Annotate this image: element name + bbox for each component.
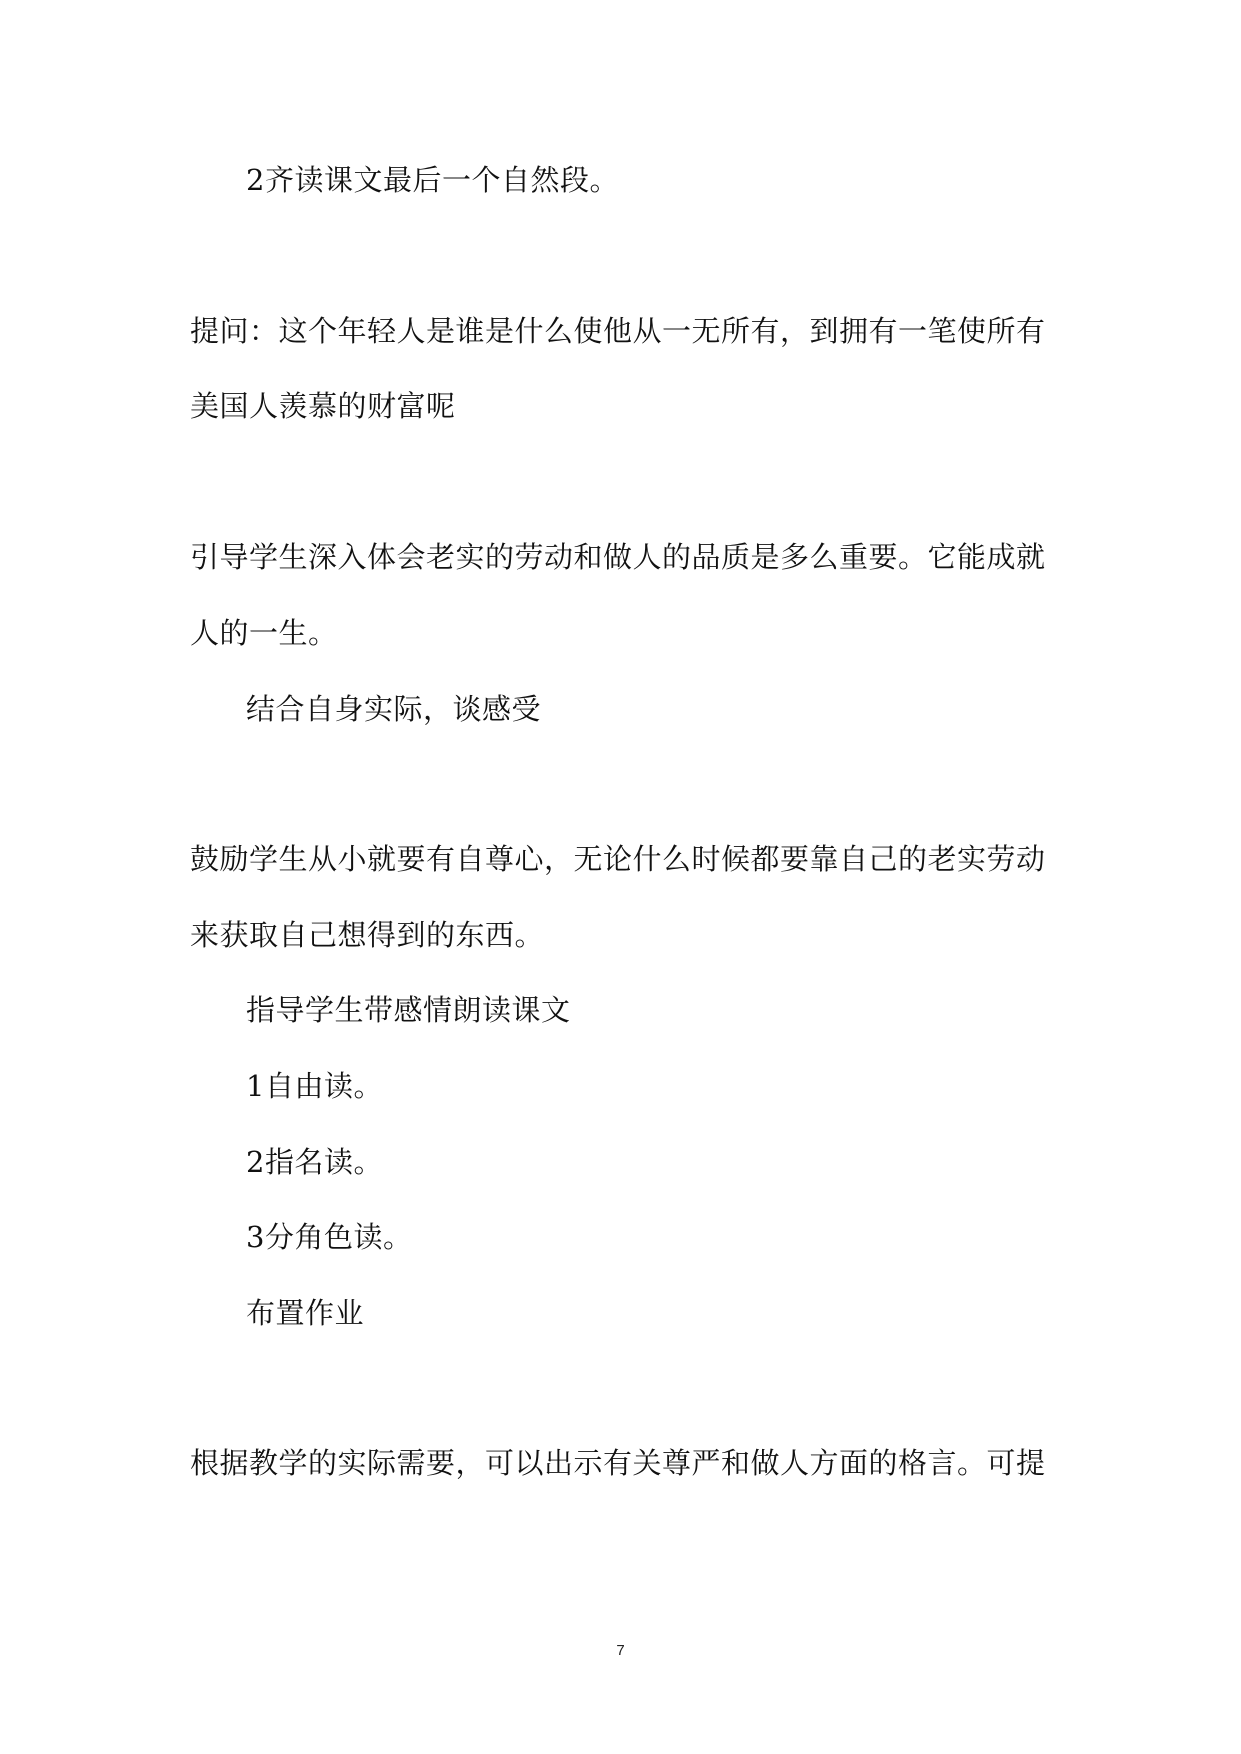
- paragraph-line: 美国人羡慕的财富呢: [190, 389, 456, 423]
- paragraph-line: 布置作业: [246, 1296, 365, 1330]
- paragraph-line: 根据教学的实际需要，可以出示有关尊严和做人方面的格言。可提: [190, 1446, 1046, 1480]
- page-number: 7: [616, 1642, 625, 1659]
- paragraph-line: 指导学生带感情朗读课文: [246, 993, 571, 1027]
- paragraph-line: 2齐读课文最后一个自然段。: [246, 163, 619, 197]
- paragraph-line: 3分角色读。: [246, 1220, 413, 1254]
- paragraph-line: 人的一生。: [190, 616, 338, 650]
- paragraph-line: 来获取自己想得到的东西。: [190, 918, 545, 952]
- paragraph-line: 鼓励学生从小就要有自尊心，无论什么时候都要靠自己的老实劳动: [190, 842, 1046, 876]
- paragraph-line: 1自由读。: [246, 1069, 383, 1103]
- paragraph-line: 提问：这个年轻人是谁是什么使他从一无所有，到拥有一笔使所有: [190, 314, 1046, 348]
- paragraph-line: 引导学生深入体会老实的劳动和做人的品质是多么重要。它能成就: [190, 540, 1046, 574]
- paragraph-line: 结合自身实际，谈感受: [246, 692, 542, 726]
- paragraph-line: 2指名读。: [246, 1145, 383, 1179]
